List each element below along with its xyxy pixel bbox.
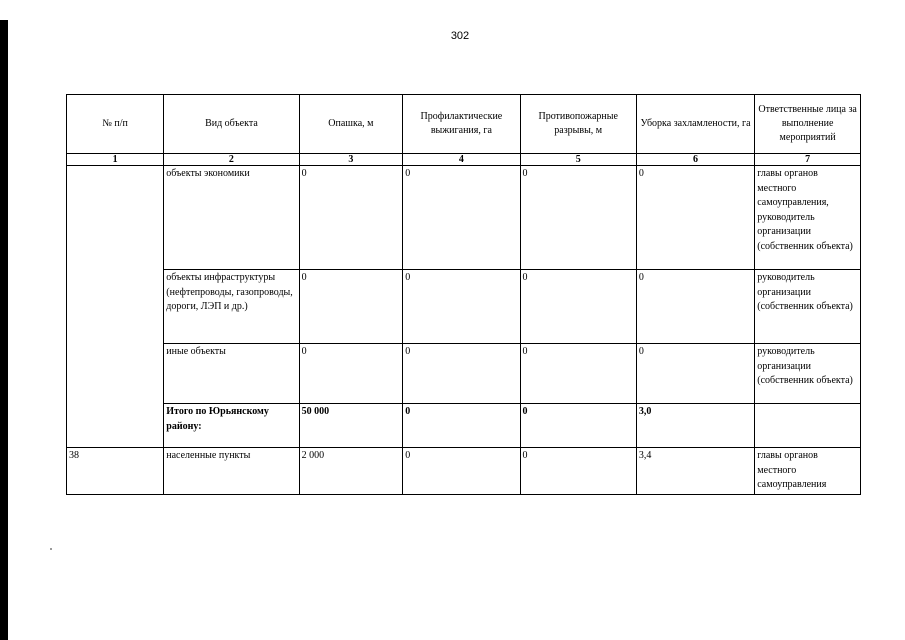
row-number-cell: [67, 166, 164, 270]
firebreaks-cell: 0: [520, 166, 636, 270]
row-number-cell: 38: [67, 448, 164, 495]
row-number-cell: [67, 344, 164, 404]
burning-cell: 0: [403, 448, 520, 495]
column-number: 6: [636, 154, 754, 166]
plowing-cell: 2 000: [299, 448, 403, 495]
fire-prevention-table: [66, 94, 861, 495]
cleanup-cell: 0: [636, 344, 754, 404]
responsible-cell: [755, 404, 861, 448]
object-type-cell: иные объекты: [164, 344, 299, 404]
firebreaks-cell: 0: [520, 344, 636, 404]
cleanup-cell: 0: [636, 166, 754, 270]
table-row: [67, 166, 861, 270]
firebreaks-cell: 0: [520, 448, 636, 495]
header-row: [67, 95, 861, 154]
scan-edge-shadow: [0, 20, 8, 640]
column-number-row: [67, 154, 861, 166]
column-number: 7: [755, 154, 861, 166]
firebreaks-cell: 0: [520, 404, 636, 448]
responsible-cell: руководитель организации (собственник объекта): [755, 270, 861, 344]
column-number: 1: [67, 154, 164, 166]
firebreaks-cell: 0: [520, 270, 636, 344]
column-number: 4: [403, 154, 520, 166]
responsible-cell: руководитель организации (собственник объекта): [755, 344, 861, 404]
header-cell-firebreaks: Противопожарные разрывы, м: [520, 95, 636, 154]
responsible-cell: главы органов местного самоуправления: [755, 448, 861, 495]
responsible-cell: главы органов местного самоуправления, руководитель организации (собственник объекта): [755, 166, 861, 270]
plowing-cell: 50 000: [299, 404, 403, 448]
header-cell-plowing: Опашка, м: [299, 95, 403, 154]
row-number-cell: [67, 270, 164, 344]
column-number: 5: [520, 154, 636, 166]
header-cell-cleanup: Уборка захламлености, га: [636, 95, 754, 154]
table-row: [67, 270, 861, 344]
header-cell-object-type: Вид объекта: [164, 95, 299, 154]
plowing-cell: 0: [299, 166, 403, 270]
burning-cell: 0: [403, 404, 520, 448]
scan-speck: [50, 548, 52, 550]
total-row: [67, 404, 861, 448]
cleanup-cell: 3,4: [636, 448, 754, 495]
object-type-cell: Итого по Юрьянскому району:: [164, 404, 299, 448]
cleanup-cell: 3,0: [636, 404, 754, 448]
burning-cell: 0: [403, 270, 520, 344]
object-type-cell: объекты инфраструктуры (нефтепроводы, газопроводы, дороги, ЛЭП и др.): [164, 270, 299, 344]
plowing-cell: 0: [299, 270, 403, 344]
object-type-cell: объекты экономики: [164, 166, 299, 270]
header-cell-burning: Профилактические выжигания, га: [403, 95, 520, 154]
page-number: 302: [450, 30, 470, 42]
header-cell-number: № п/п: [67, 95, 164, 154]
row-number-cell: [67, 404, 164, 448]
object-type-cell: населенные пункты: [164, 448, 299, 495]
column-number: 2: [164, 154, 299, 166]
plowing-cell: 0: [299, 344, 403, 404]
table-row: [67, 448, 861, 495]
burning-cell: 0: [403, 166, 520, 270]
burning-cell: 0: [403, 344, 520, 404]
table-row: [67, 344, 861, 404]
cleanup-cell: 0: [636, 270, 754, 344]
header-cell-responsible: Ответственные лица за выполнение мероприятий: [755, 95, 861, 154]
column-number: 3: [299, 154, 403, 166]
